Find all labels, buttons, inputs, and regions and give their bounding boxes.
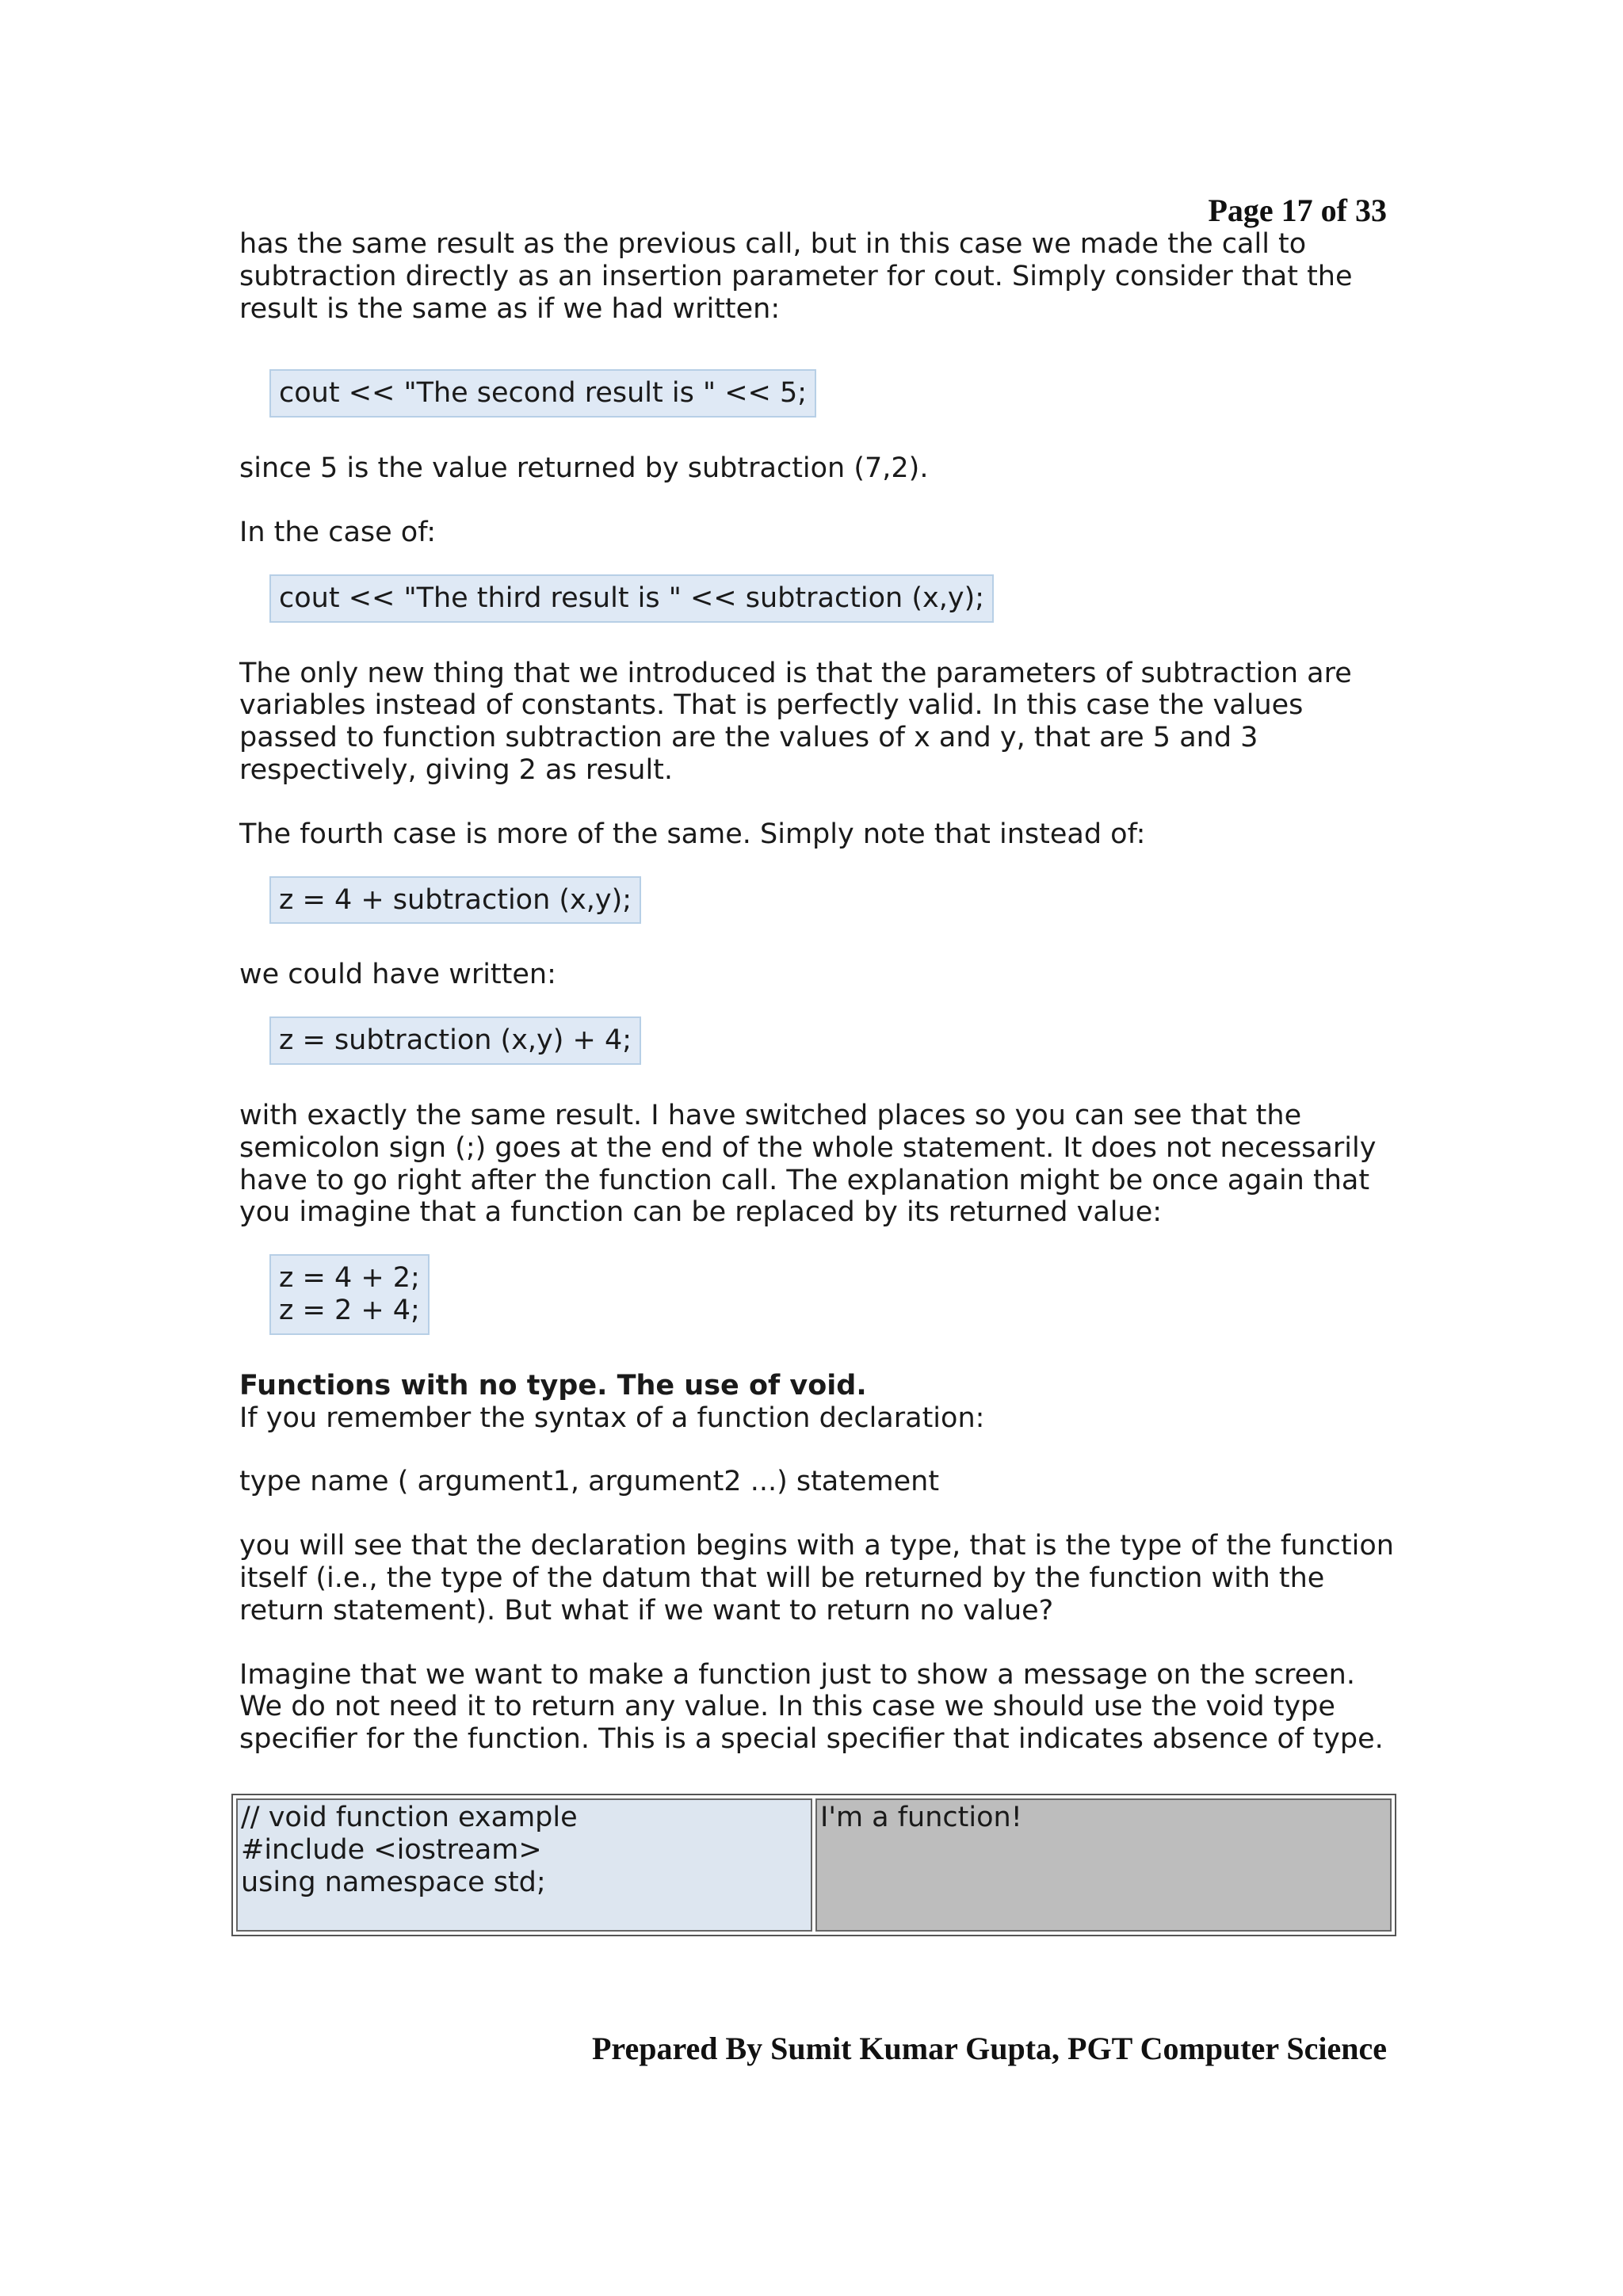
paragraph-could-have-written: we could have written: (239, 959, 556, 991)
paragraph-declaration-type: you will see that the declaration begins with a type, that is the type of the function itself (i.e., the type of the datum that will be returned by the function with the return statement). But what if we want to return no value? (239, 1530, 1394, 1627)
paragraph-syntax: type name ( argument1, argument2 ...) statement (239, 1466, 940, 1498)
example-table (231, 1794, 1396, 1936)
code-snippet-z-values: z = 4 + 2; z = 2 + 4; (269, 1254, 430, 1335)
paragraph-same-result: with exactly the same result. I have switched places so you can see that the semicolon sign (;) goes at the end of the whole statement. It does not necessarily have to go right after the function call. The explanation might be once again that you imagine that a function can be replaced by its returned value: (239, 1099, 1377, 1229)
paragraph-new-thing: The only new thing that we introduced is that the parameters of subtraction are variables instead of constants. That is perfectly valid. In this case the values passed to function subtraction are the values of x and y, that are 5 and 3 respectively, giving 2 as result. (239, 657, 1352, 786)
example-code-cell: // void function example #include <iostream> using namespace std; (236, 1798, 812, 1932)
code-snippet-third-result: cout << "The third result is " << subtraction (x,y); (269, 574, 994, 623)
paragraph-case-of: In the case of: (239, 516, 437, 548)
footer-credit: Prepared By Sumit Kumar Gupta, PGT Computer Science (592, 2031, 1387, 2066)
page-number: Page 17 of 33 (1208, 193, 1387, 228)
document-body (239, 228, 1396, 1936)
code-snippet-z-four-plus: z = 4 + subtraction (x,y); (269, 876, 641, 925)
code-snippet-z-subtraction-plus: z = subtraction (x,y) + 4; (269, 1016, 641, 1065)
paragraph-imagine: Imagine that we want to make a function just to show a message on the screen. We do not need it to return any value. In this case we should use the void type specifier for the function. This is a special specifier that indicates absence of type. (239, 1658, 1384, 1756)
section-heading: Functions with no type. The use of void. (239, 1369, 867, 1402)
example-output-cell: I'm a function! (815, 1798, 1392, 1932)
paragraph-fourth-case: The fourth case is more of the same. Simply note that instead of: (239, 818, 1146, 850)
paragraph-value-returned: since 5 is the value returned by subtraction (7,2). (239, 452, 929, 485)
paragraph-remember-syntax: If you remember the syntax of a function declaration: (239, 1402, 985, 1434)
code-snippet-second-result: cout << "The second result is " << 5; (269, 369, 816, 418)
paragraph-intro: has the same result as the previous call, but in this case we made the call to subtraction directly as an insertion parameter for cout. Simply consider that the result is the same as if we had written: (239, 228, 1353, 325)
